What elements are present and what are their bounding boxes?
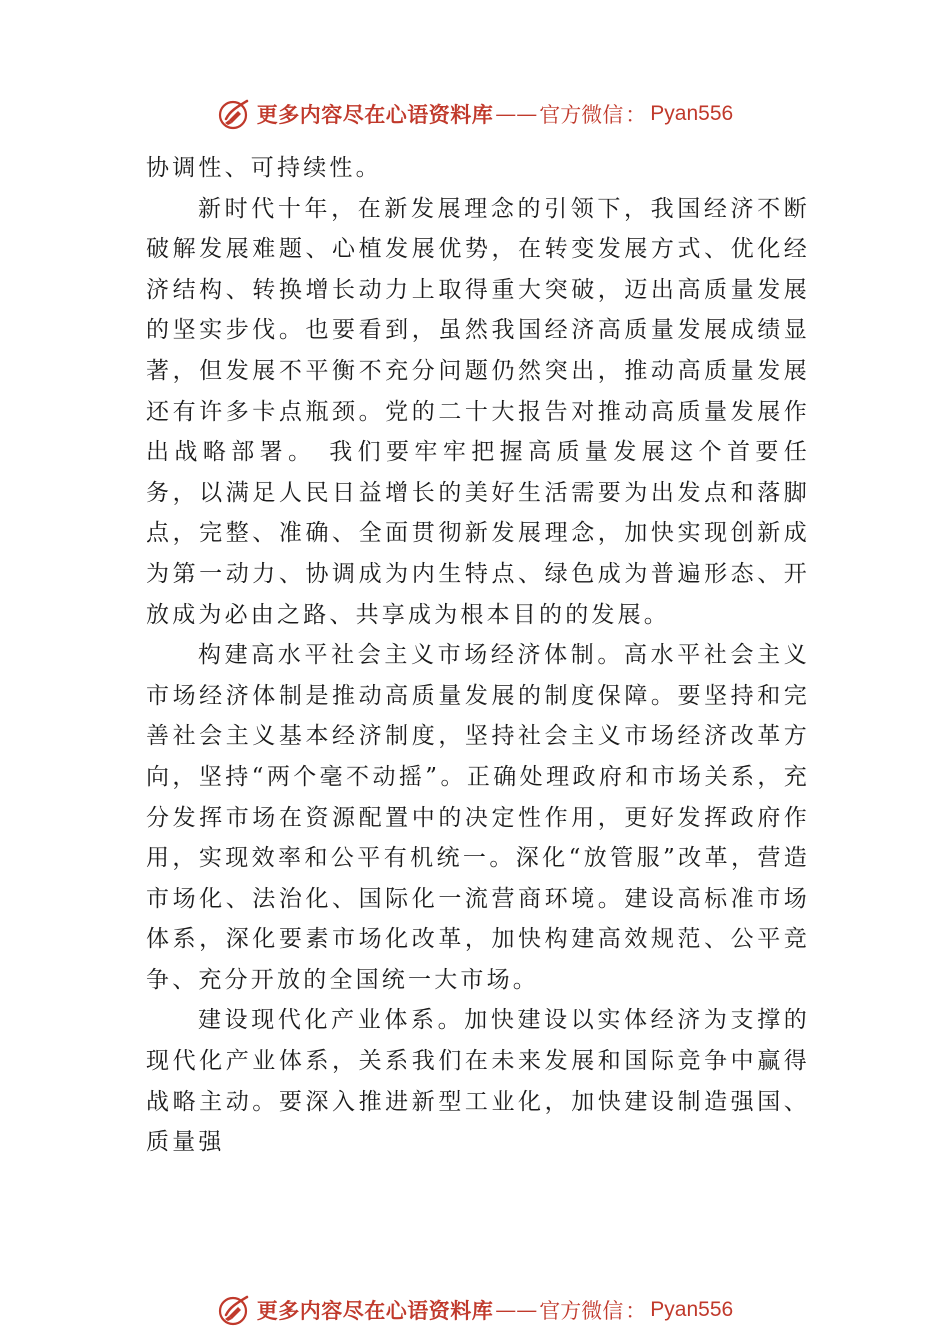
body-paragraph: 构建高水平社会主义市场经济体制。高水平社会主义市场经济体制是推动高质量发展的制度保障。要坚持和完善社会主义基本经济制度，坚持社会主义市场经济改革方向，坚持“两个毫不动摇”。正确处理政府和市场关系，充分发挥市场在资源配置中的决定性作用，更好发挥政府作用，实现效率和公平有机统一。深化“放管服”改革，营造市场化、法治化、国际化一流营商环境。建设高标准市场体系，深化要素市场化改革，加快构建高效规范、公平竞争、充分开放的全国统一大市场。: [146, 642, 810, 993]
banner-title: 更多内容尽在心语资料库: [256, 102, 494, 127]
body-paragraph: 协调性、可持续性。: [146, 155, 382, 181]
footer-subtitle: 官方微信: [539, 1299, 624, 1323]
footer-wechat-id: Pyan556: [650, 1298, 734, 1321]
banner-separator: ——: [495, 102, 538, 126]
footer-separator: ——: [495, 1298, 538, 1322]
body-paragraph: 建设现代化产业体系。加快建设以实体经济为支撑的现代化产业体系，关系我们在未来发展和国际竞争中赢得战略主动。要深入推进新型工业化，加快建设制造强国、质量强: [146, 1007, 810, 1156]
pen-logo-icon: [217, 1293, 251, 1327]
document-body: [146, 148, 810, 1163]
banner-wechat-id: Pyan556: [650, 102, 734, 125]
body-paragraph: 新时代十年，在新发展理念的引领下，我国经济不断破解发展难题、⼼植发展优势，在转变发展方式、优化经济结构、转换增长动力上取得重大突破，迈出高质量发展的坚实步伐。也要看到，虽然我国经济高质量发展成绩显著，但发展不平衡不充分问题仍然突出，推动高质量发展还有许多卡点瓶颈。党的二十大报告对推动高质量发展作出战略部署。 我们要牢牢把握高质量发展这个首要任务，以满足人民日益增长的美好生活需要为出发点和落脚点，完整、准确、全面贯彻新发展理念，加快实现创新成为第一动力、协调成为内生特点、绿色成为普遍形态、开放成为必由之路、共享成为根本目的的发展。: [146, 195, 810, 628]
header-banner: [0, 92, 950, 136]
footer-colon: ：: [625, 1299, 647, 1323]
banner-colon: ：: [625, 103, 647, 127]
banner-subtitle: 官方微信: [539, 103, 624, 127]
footer-title: 更多内容尽在心语资料库: [256, 1298, 494, 1323]
footer-banner: [0, 1288, 950, 1332]
pen-logo-icon: [217, 97, 251, 131]
